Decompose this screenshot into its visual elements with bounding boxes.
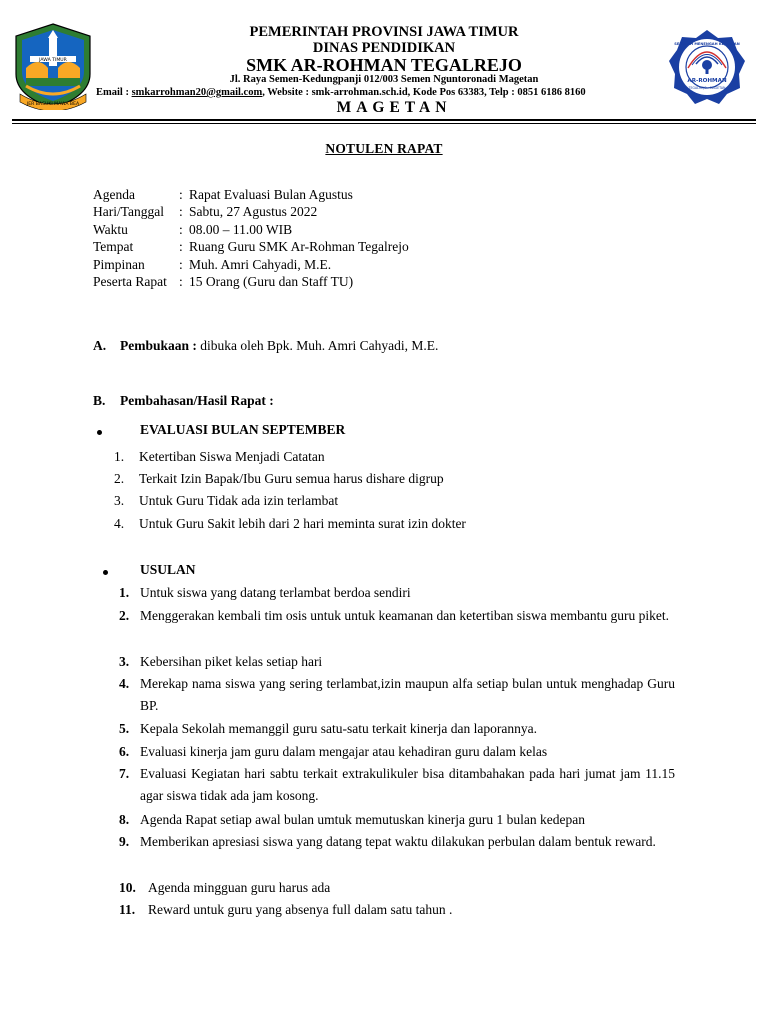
list-text: Memberikan apresiasi siswa yang datang tepat waktu dilakukan perbulan dalam bentuk reward. bbox=[140, 834, 656, 849]
list-number: 2. bbox=[119, 608, 130, 623]
bullet-dot-icon bbox=[103, 570, 108, 575]
list-text: Agenda Rapat setiap awal bulan umtuk memutuskan kinerja guru 1 bulan kedepan bbox=[140, 812, 585, 827]
list-item bbox=[114, 471, 444, 487]
info-separator: : bbox=[179, 204, 183, 220]
right-logo-text-top: SEKOLAH MENENGAH KEJURUAN bbox=[674, 42, 740, 46]
section-opening bbox=[93, 338, 438, 354]
list-text: Menggerakan kembali tim osis untuk untuk keamanan dan ketertiban siswa membantu guru piket. bbox=[140, 608, 669, 623]
list-item bbox=[119, 899, 675, 921]
list-item bbox=[119, 673, 675, 718]
bullet-dot-icon bbox=[97, 430, 102, 435]
list-text: Reward untuk guru yang absenya full dalam satu tahun . bbox=[148, 902, 453, 917]
contact-suffix: , Website : smk-arrohman.sch.id, Kode Pos 63383, Telp : 0851 6186 8160 bbox=[262, 87, 586, 98]
list-number: 1. bbox=[114, 449, 125, 464]
list-text: Kepala Sekolah memanggil guru satu-satu terkait kinerja dan laporannya. bbox=[140, 721, 537, 736]
list-text: Evaluasi Kegiatan hari sabtu terkait extrakulikuler bisa ditambahakan pada hari jumat jam 11.15 agar siswa tidak ada jam kosong. bbox=[140, 766, 675, 804]
info-row bbox=[93, 238, 409, 255]
list-number: 11. bbox=[119, 902, 136, 917]
list-item bbox=[114, 493, 338, 509]
document-title: NOTULEN RAPAT bbox=[325, 141, 443, 156]
info-value: Sabtu, 27 Agustus 2022 bbox=[189, 204, 318, 220]
info-value: Muh. Amri Cahyadi, M.E. bbox=[189, 256, 332, 272]
list-number: 9. bbox=[119, 834, 130, 849]
list-text: Merekap nama siswa yang sering terlambat,izin maupun alfa setiap bulan untuk menghadap Guru BP. bbox=[140, 676, 675, 714]
section-heading: Pembukaan : bbox=[120, 338, 197, 353]
list-number: 4. bbox=[119, 676, 130, 691]
info-separator: : bbox=[179, 239, 183, 255]
list-text: Kebersihan piket kelas setiap hari bbox=[140, 654, 323, 669]
info-value: 15 Orang (Guru dan Staff TU) bbox=[189, 273, 354, 289]
list-number: 1. bbox=[119, 585, 130, 600]
letterhead-government: PEMERINTAH PROVINSI JAWA TIMUR bbox=[249, 24, 519, 40]
info-label: Pimpinan bbox=[93, 256, 145, 272]
list-item bbox=[119, 763, 675, 808]
list-number: 8. bbox=[119, 812, 130, 827]
info-value: Ruang Guru SMK Ar-Rohman Tegalrejo bbox=[189, 239, 409, 255]
list-item bbox=[119, 831, 675, 853]
list-text: Ketertiban Siswa Menjadi Catatan bbox=[139, 449, 325, 464]
list-number: 2. bbox=[114, 471, 125, 486]
meeting-info-table bbox=[93, 186, 409, 290]
list-number: 7. bbox=[119, 766, 130, 781]
list-item bbox=[119, 605, 675, 627]
info-row bbox=[93, 186, 409, 203]
info-separator: : bbox=[179, 187, 183, 202]
section-text: dibuka oleh Bpk. Muh. Amri Cahyadi, M.E. bbox=[196, 338, 439, 353]
letterhead-address: Jl. Raya Semen-Kedungpanji 012/003 Semen Nguntoronadi Magetan bbox=[229, 74, 539, 85]
contact-prefix: Email : bbox=[96, 87, 132, 98]
info-label: Peserta Rapat bbox=[93, 273, 167, 289]
list-text: Untuk Guru Sakit lebih dari 2 hari meminta surat izin dokter bbox=[139, 516, 466, 531]
list-item bbox=[119, 741, 675, 763]
info-row bbox=[93, 256, 409, 273]
letterhead-divider-thick bbox=[12, 119, 756, 121]
right-logo-text-mid: AR-ROHMAN bbox=[687, 78, 727, 84]
list-item bbox=[114, 516, 466, 532]
info-label: Hari/Tanggal bbox=[93, 204, 165, 220]
list-item bbox=[119, 809, 675, 831]
evaluation-heading: EVALUASI BULAN SEPTEMBER bbox=[140, 422, 346, 437]
section-discussion bbox=[93, 393, 274, 409]
list-number: 3. bbox=[114, 493, 125, 508]
list-text: Evaluasi kinerja jam guru dalam mengajar atau kehadiran guru dalam kelas bbox=[140, 744, 548, 759]
list-text: Untuk siswa yang datang terlambat berdoa sendiri bbox=[140, 585, 411, 600]
letterhead-school-name: SMK AR-ROHMAN TEGALREJO bbox=[246, 55, 522, 75]
list-number: 6. bbox=[119, 744, 130, 759]
left-logo-text-bottom: JER BASUKI MAWA BEA bbox=[26, 102, 80, 107]
info-label: Tempat bbox=[93, 239, 134, 255]
list-item bbox=[119, 877, 675, 899]
letterhead-contact bbox=[96, 87, 676, 98]
info-label: Agenda bbox=[93, 187, 135, 202]
letterhead-department: DINAS PENDIDIKAN bbox=[312, 40, 456, 56]
list-number: 4. bbox=[114, 516, 125, 531]
info-label: Waktu bbox=[93, 221, 128, 237]
email-link[interactable]: smkarrohman20@gmail.com bbox=[131, 87, 263, 98]
proposal-heading: USULAN bbox=[140, 562, 196, 577]
list-item bbox=[119, 718, 675, 740]
info-separator: : bbox=[179, 273, 183, 289]
info-separator: : bbox=[179, 221, 183, 237]
right-logo-text-bottom: TEGALREJO - MAGETAN bbox=[688, 86, 726, 90]
list-number: 3. bbox=[119, 654, 130, 669]
info-row bbox=[93, 273, 409, 290]
list-number: 5. bbox=[119, 721, 130, 736]
letterhead-divider-thin bbox=[12, 123, 756, 124]
list-item bbox=[119, 651, 675, 673]
info-value: 08.00 – 11.00 WIB bbox=[189, 221, 293, 237]
info-value: Rapat Evaluasi Bulan Agustus bbox=[189, 187, 353, 202]
info-separator: : bbox=[179, 256, 183, 272]
left-logo-text-top: JAWA TIMUR bbox=[39, 58, 67, 63]
info-row bbox=[93, 203, 409, 220]
list-item bbox=[114, 449, 325, 465]
section-letter: B. bbox=[93, 393, 106, 408]
section-heading: Pembahasan/Hasil Rapat : bbox=[120, 393, 274, 408]
list-item bbox=[119, 582, 675, 604]
list-number: 10. bbox=[119, 880, 136, 895]
letterhead-city: MAGETAN bbox=[336, 99, 452, 116]
list-text: Agenda mingguan guru harus ada bbox=[148, 880, 331, 895]
list-text: Terkait Izin Bapak/Ibu Guru semua harus dishare digrup bbox=[139, 471, 444, 486]
section-letter: A. bbox=[93, 338, 107, 353]
list-text: Untuk Guru Tidak ada izin terlambat bbox=[139, 493, 339, 508]
info-row bbox=[93, 221, 409, 238]
